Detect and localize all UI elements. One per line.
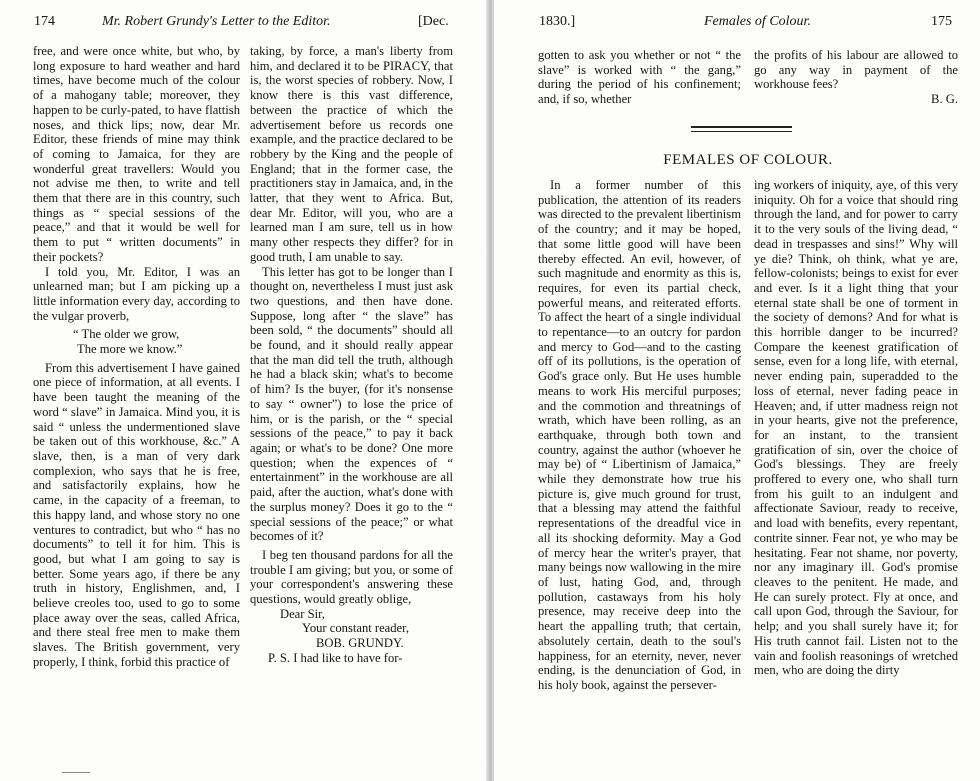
right-running-title: Females of Colour. — [704, 14, 811, 29]
left-column-1 — [33, 44, 240, 670]
initials: B. G. — [931, 92, 958, 107]
paragraph: I beg ten thousand pardons for all the trouble I am giving; but you, or some of your correspondent's answering these questions, would greatly oblige, — [250, 547, 453, 607]
signoff: Your constant reader, — [302, 621, 409, 636]
left-column-2 — [250, 44, 453, 666]
right-page — [494, 0, 980, 781]
paragraph: I told you, Mr. Editor, I was an unlearned man; but I am picking up a little information every day, according to the vulgar proverb, — [33, 264, 240, 323]
right-page-number: 175 — [931, 14, 952, 29]
right-column-1-continuation — [538, 48, 741, 107]
right-column-2-continuation — [754, 48, 958, 107]
paragraph: ing workers of iniquity, aye, of this very iniquity. Oh for a voice that should ring through the land, and for power to carry it to the very souls of the living dead, “ dead in trespasses and sins!” Why will ye die? Think, oh think, what ye are, fellow-colonists; beings to exist for ever and ever. Is it a light thing that your eternal state shall be one of torment in the society of demons? And for what is this horrible danger to be incurred? Compare the keenest gratification of sense, even for a long life, with eternal, never ending pain, superadded to the loss of eternal, never fading peace in Heaven; and, if utter madness reign not in your hearts, give not the preference, for an instant, to the transient gratification of sin, over the choice of God's blessings. They are freely proffered to every one, who shall turn from his guilt to an indulgent and affectionate Saviour, ready to receive, and load with benefits, every repentant, contrite sinner. Fear not, ye who may be hesitating. Fear not shame, nor poverty, nor any imaginary ill. God's promise cleaves to the penitent. He made, and He can surely protect. Fly at once, and call upon God, through the Saviour, for help; and you shall surely have it; for His truth cannot fail. Listen not to the vain and foolish reasonings of wretched men, who are doing the dirty — [754, 178, 958, 678]
paragraph: This letter has got to be longer than I thought on, nevertheless I must just ask two questions, and then have done. Suppose, long after “ the slave” has been sold, “ the documents” should all be found, and it should really appear that the man did tell the truth, although he had a black skin; what's to become of him? Is the buyer, (for it's nonsense to say “ owner”) to lose the price of him, or is the parish, or the “ special sessions of the peace,” to pay it back again; or what's to be done? One more question; when the expences of “ entertainment” in the workhouse are all paid, after the auction, what's done with the surplus money? Does it go to the “ special sessions of the peace;” or what becomes of it? — [250, 264, 453, 544]
paragraph: gotten to ask you whether or not “ the slave” is worked with “ the gang,” during the period of his confinement; and, if so, whether — [538, 48, 741, 107]
paragraph: From this advertisement I have gained one piece of information, at all events. I have been taught the meaning of the word “ slave” in Jamaica. Mind you, it is said “ unless the undermentioned slave be taken out of this workhouse, &c.” A slave, then, is a man of very dark complexion, who says that he is free, and satisfactorily explains, how he came, in the capacity of a freeman, to this happy land, and whose story no one ventures to contradict, but who “ has no documents” to tell it for him. This is good, but what I am going to say is better. Some years ago, if there be any truth in history, Englishmen, and, I believe creoles too, used to go to some place away over the seas, called Africa, and there steal free men to make them slaves. The British government, very properly, I think, forbid this practice of — [33, 360, 240, 669]
salutation: Dear Sir, — [280, 606, 325, 621]
left-header-date: [Dec. — [418, 14, 449, 29]
postscript: P. S. I had like to have for- — [268, 650, 403, 665]
paragraph: the profits of his labour are allowed to go any way in payment of the workhouse fees? — [754, 48, 958, 92]
page-scuff — [62, 772, 90, 773]
article-title: FEMALES OF COLOUR. — [663, 152, 833, 168]
paragraph: taking, by force, a man's liberty from him, and declared it to be PIRACY, that is, the worst species of robbery. Now, I know there is this vast difference, between the practice of which the advertisement before us records one example, and the practice declared to be robbery by the King and the people of England; that in the former case, the practitioners stay in Jamaica, and, in the latter, that they went to Africa. But, dear Mr. Editor, will you, who are a learned man I am sure, tell us in how many other respects they differ? for in good truth, I am unable to say. — [250, 44, 453, 264]
right-header-year: 1830.] — [539, 14, 576, 29]
left-running-title: Mr. Robert Grundy's Letter to the Editor. — [102, 14, 331, 29]
section-divider — [691, 126, 792, 132]
paragraph: In a former number of this publication, the attention of its readers was directed to the prevalent libertinism of the country; and it may be hoped, that some little good will have been thereby effected. An evil, however, of such magnitude and enormity as this is, requires, for even its partial check, powerful means, and reiterated efforts. To affect the heart of a single individual to repentance—to an outcry for pardon and mercy to God—and to the casting off of its pollutions, is the operation of God's grace only. But He uses humble means to work His merciful purposes; and the commotion and threatnings of wrath, which have been rolling, as an earthquake, through both town and country, against the author (whoever he may be) of “ Libertinism of Jamaica,” while they demonstrate how true his picture is, give much ground for trust, that a blessing may attend the faithful representations of the dreadful vice in all its shocking deformity. May a God of mercy hear the writer's prayer, that many beings now wallowing in the mire of lust, hating God, and, through pollution, castaways from his holy presence, may receive deep into the heart the appalling truth; that certain, absolutely certain, death to the soul's happiness, for an eternity, never, never ending, is the denunciation of God, in his holy book, against the persever- — [538, 178, 741, 692]
paragraph: free, and were once white, but who, by long exposure to hard weather and hard times, have become much of the colour of a mahogany table; moreover, they happen to be curly-pated, to have flattish noses, and thick lips; now, dear Mr. Editor, these friends of mine may think of coming to Jamaica, for they are wonderful great travellers: Would you not advise me then, to write and tell them that there are in this country, such things as “ special sessions of the peace,” and that it would be well for them to put “ written documents” in their pockets? — [33, 44, 240, 264]
signature-name: BOB. GRUNDY. — [316, 636, 404, 651]
left-page-number: 174 — [34, 14, 55, 29]
left-page — [0, 0, 488, 781]
right-column-2 — [754, 178, 958, 678]
verse-line: “ The older we grow, — [73, 327, 180, 342]
right-column-1 — [538, 178, 741, 693]
verse-line: The more we know.” — [77, 342, 183, 357]
